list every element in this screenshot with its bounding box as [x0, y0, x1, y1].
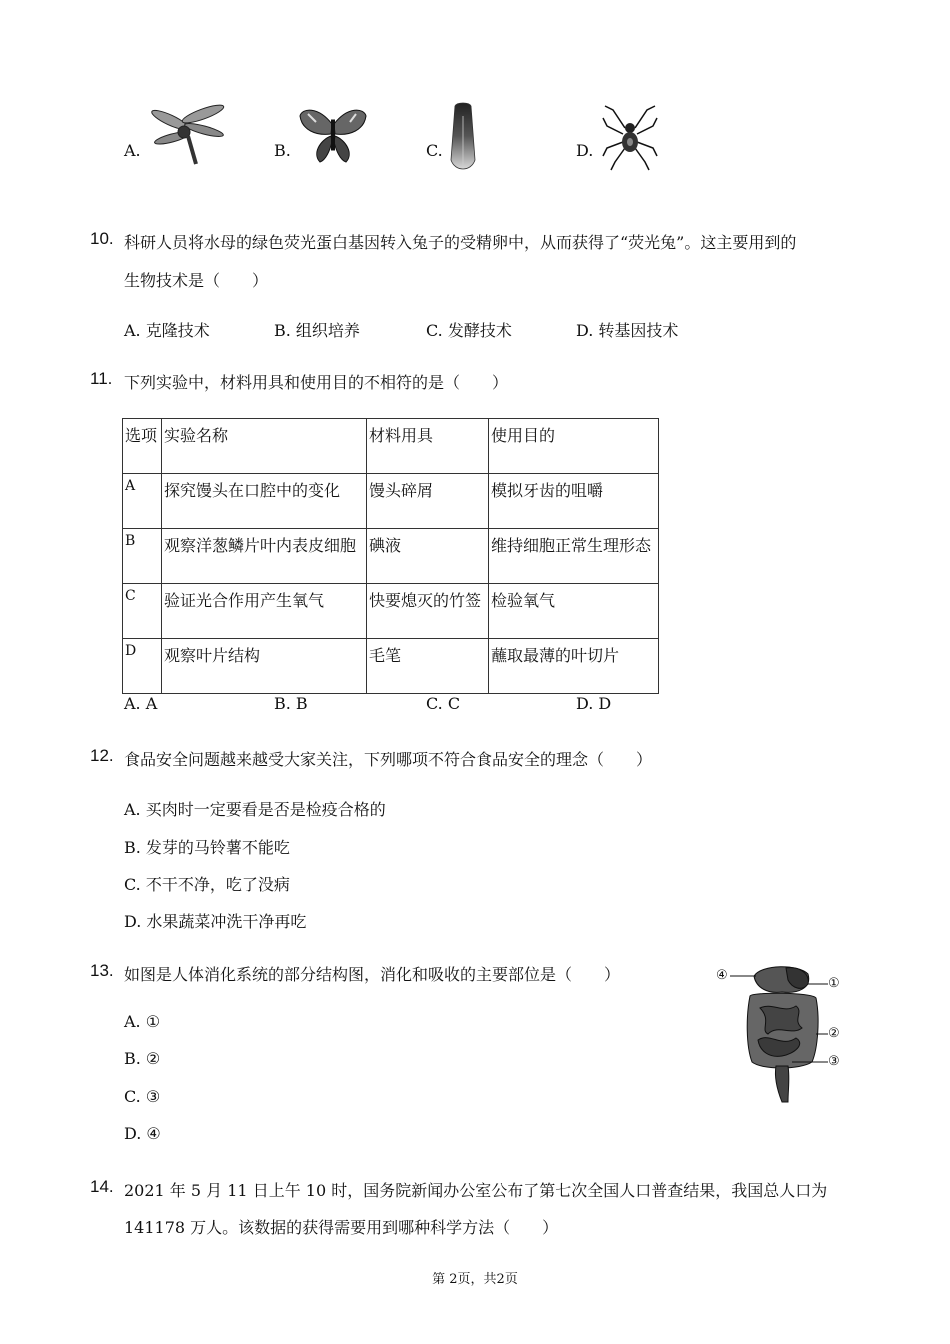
- option-c[interactable]: C. 发酵技术: [426, 321, 512, 340]
- figure-label: ②: [828, 1026, 840, 1041]
- table-cell: B: [123, 529, 162, 584]
- option-d[interactable]: D. D: [576, 694, 612, 713]
- option-a[interactable]: A. 克隆技术: [124, 321, 210, 340]
- question-text: 科研人员将水母的绿色荧光蛋白基因转入兔子的受精卵中，从而获得了“荧光兔”。这主要用到的: [124, 233, 797, 252]
- table-cell: 馒头碎屑: [367, 474, 489, 529]
- question-text: 食品安全问题越来越受大家关注，下列哪项不符合食品安全的理念（ ）: [124, 750, 653, 769]
- table-cell: 快要熄灭的竹签: [367, 584, 489, 639]
- dragonfly-icon: [148, 100, 240, 172]
- spider-icon: [601, 104, 659, 172]
- table-cell: 检验氧气: [489, 584, 659, 639]
- option-c[interactable]: C. C: [426, 694, 461, 713]
- question-text: 141178 万人。该数据的获得需要用到哪种科学方法（ ）: [124, 1218, 559, 1237]
- figure-label: ④: [716, 968, 728, 983]
- table-cell: 碘液: [367, 529, 489, 584]
- option-b[interactable]: B. 发芽的马铃薯不能吃: [124, 838, 290, 857]
- table-header: 材料用具: [367, 419, 489, 474]
- option-b[interactable]: B. ②: [124, 1049, 161, 1068]
- table-cell: A: [123, 474, 162, 529]
- digestive-system-figure: [712, 958, 852, 1108]
- q9-option-a-label: A.: [124, 141, 141, 160]
- option-d[interactable]: D. ④: [124, 1124, 161, 1143]
- question-number: 13.: [90, 961, 114, 980]
- table-row: [123, 639, 659, 694]
- figure-label: ①: [828, 976, 840, 991]
- table-header-row: [123, 419, 659, 474]
- experiment-table: [122, 418, 659, 694]
- table-header: 使用目的: [489, 419, 659, 474]
- question-text: 下列实验中，材料用具和使用目的不相符的是（ ）: [124, 373, 509, 392]
- table-header: 实验名称: [162, 419, 367, 474]
- table-row: [123, 584, 659, 639]
- table-row: [123, 474, 659, 529]
- q9-option-d-label: D.: [576, 141, 594, 160]
- table-row: [123, 529, 659, 584]
- option-c[interactable]: C. 不干不净，吃了没病: [124, 875, 290, 894]
- q9-option-b-label: B.: [274, 141, 291, 160]
- page-footer: 第 2页，共2页: [432, 1272, 518, 1287]
- table-cell: 观察叶片结构: [162, 639, 367, 694]
- table-cell: 验证光合作用产生氧气: [162, 584, 367, 639]
- table-header: 选项: [123, 419, 162, 474]
- question-number: 10.: [90, 229, 114, 248]
- question-text: 生物技术是（ ）: [124, 271, 269, 290]
- table-cell: 探究馒头在口腔中的变化: [162, 474, 367, 529]
- option-a[interactable]: A. 买肉时一定要看是否是检疫合格的: [124, 800, 386, 819]
- table-cell: 蘸取最薄的叶切片: [489, 639, 659, 694]
- figure-label: ③: [828, 1054, 840, 1069]
- cicada-icon: [449, 100, 477, 174]
- option-c[interactable]: C. ③: [124, 1087, 161, 1106]
- butterfly-icon: [298, 104, 368, 166]
- question-number: 14.: [90, 1177, 114, 1196]
- option-d[interactable]: D. 转基因技术: [576, 321, 679, 340]
- table-cell: 模拟牙齿的咀嚼: [489, 474, 659, 529]
- option-a[interactable]: A. A: [124, 694, 158, 713]
- table-cell: D: [123, 639, 162, 694]
- option-a[interactable]: A. ①: [124, 1012, 161, 1031]
- question-text: 2021 年 5 月 11 日上午 10 时，国务院新闻办公室公布了第七次全国人口普查结果，我国总人口为: [124, 1181, 828, 1200]
- table-cell: C: [123, 584, 162, 639]
- table-cell: 观察洋葱鳞片叶内表皮细胞: [162, 529, 367, 584]
- table-cell: 维持细胞正常生理形态: [489, 529, 659, 584]
- option-d[interactable]: D. 水果蔬菜冲洗干净再吃: [124, 912, 307, 931]
- question-text: 如图是人体消化系统的部分结构图，消化和吸收的主要部位是（ ）: [124, 965, 621, 984]
- option-b[interactable]: B. B: [274, 694, 308, 713]
- option-b[interactable]: B. 组织培养: [274, 321, 360, 340]
- q9-option-c-label: C.: [426, 141, 443, 160]
- question-number: 11.: [90, 369, 113, 388]
- question-number: 12.: [90, 746, 114, 765]
- table-cell: 毛笔: [367, 639, 489, 694]
